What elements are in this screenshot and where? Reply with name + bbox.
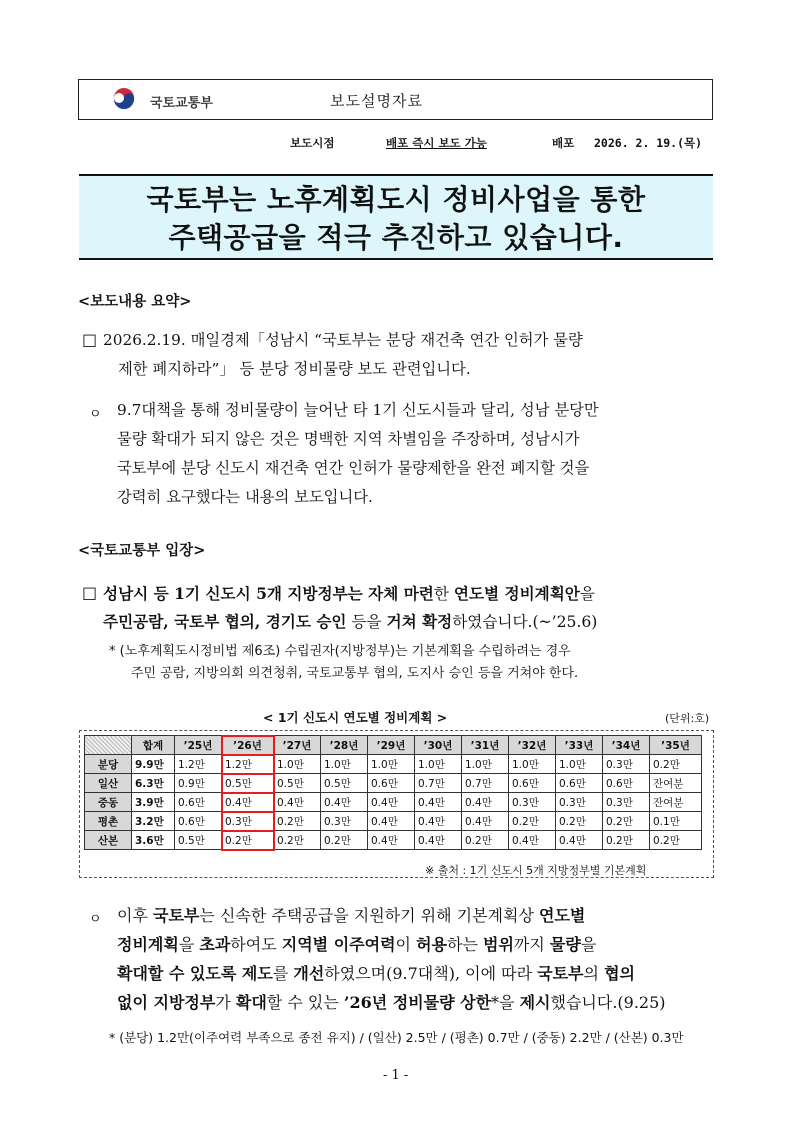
value-cell: 0.4만 bbox=[368, 812, 415, 831]
followup-segment: 를 bbox=[272, 964, 294, 983]
followup-segment: 허용 bbox=[416, 935, 447, 954]
value-cell: 0.5만 bbox=[321, 774, 368, 793]
summary-sub-line-3: 국토부에 분당 신도시 재건축 연간 인허가 물량제한을 완전 폐지할 것을 bbox=[117, 459, 590, 477]
header-cell: 합계 bbox=[132, 736, 175, 755]
total-cell: 3.6만 bbox=[132, 831, 175, 850]
distribution-date: 2026. 2. 19.(목) bbox=[594, 136, 703, 150]
value-cell: 0.4만 bbox=[368, 793, 415, 812]
position-bullet-line-1: 성남시 등 1기 신도시 5개 지방정부는 자체 마련한 연도별 정비계획안을 bbox=[103, 584, 595, 603]
value-cell: 1.2만 bbox=[175, 755, 222, 774]
header-cell: ’35년 bbox=[650, 736, 702, 755]
followup-segment: *을 bbox=[491, 993, 520, 1012]
title-box bbox=[79, 174, 713, 260]
value-cell: 0.3만 bbox=[603, 755, 650, 774]
value-cell: 0.2만 bbox=[603, 831, 650, 850]
header-cell: ’25년 bbox=[175, 736, 222, 755]
header-cell: ’27년 bbox=[274, 736, 321, 755]
value-cell: 0.2만 bbox=[462, 831, 509, 850]
title-line-1: 국토부는 노후계획도시 정비사업을 통한 bbox=[146, 183, 646, 216]
value-cell: 0.7만 bbox=[462, 774, 509, 793]
value-cell: 1.2만 bbox=[222, 755, 274, 774]
square-bullet-icon: □ bbox=[82, 330, 98, 349]
value-cell: 0.2만 bbox=[650, 831, 702, 850]
value-cell: 0.6만 bbox=[368, 774, 415, 793]
followup-segment: 을 bbox=[178, 935, 200, 954]
followup-segment: 는 신속한 주택공급을 지원하기 위해 기본계획상 bbox=[199, 906, 540, 925]
value-cell: 0.2만 bbox=[321, 831, 368, 850]
value-cell: 1.0만 bbox=[462, 755, 509, 774]
circle-bullet-icon: ㅇ bbox=[89, 407, 102, 422]
square-bullet-icon: □ bbox=[82, 583, 98, 602]
value-cell: 0.2만 bbox=[274, 812, 321, 831]
footnote-line-2: 주민 공람, 지방의회 의견청취, 국토교통부 협의, 도지사 승인 등을 거쳐야 한다. bbox=[131, 666, 579, 681]
table-row bbox=[85, 755, 702, 774]
value-cell: 0.9만 bbox=[175, 774, 222, 793]
government-logo-icon bbox=[112, 87, 136, 111]
followup-segment: 하는 bbox=[447, 935, 483, 954]
row-header-cell: 산본 bbox=[85, 831, 132, 850]
value-cell: 0.2만 bbox=[274, 831, 321, 850]
summary-heading: <보도내용 요약> bbox=[78, 293, 192, 310]
followup-line-3 bbox=[117, 959, 635, 988]
followup-segment: 확대할 수 있도록 제도 bbox=[117, 964, 273, 983]
value-cell: 1.0만 bbox=[274, 755, 321, 774]
followup-segment: 할 수 있는 bbox=[266, 993, 344, 1012]
header-cell: ’28년 bbox=[321, 736, 368, 755]
followup-segment: 가 bbox=[215, 993, 236, 1012]
value-cell: 0.6만 bbox=[509, 774, 556, 793]
header-cell-highlighted: ’26년 bbox=[222, 736, 274, 755]
value-cell: 1.0만 bbox=[415, 755, 462, 774]
followup-segment: 국토부 bbox=[153, 906, 200, 925]
summary-bullet-line-1: 2026.2.19. 매일경제「성남시 “국토부는 분당 재건축 연간 인허가 물량 bbox=[103, 331, 583, 349]
followup-segment: 까지 bbox=[513, 935, 550, 954]
followup-segment: 연도별 bbox=[539, 906, 586, 925]
distribution-label: 배포 bbox=[552, 136, 575, 150]
value-cell: 1.0만 bbox=[509, 755, 556, 774]
footnote-line-1: * (노후계획도시정비법 제6조) 수립권자(지방정부)는 기본계획을 수립하려는 경우 bbox=[109, 644, 571, 659]
value-cell: 0.4만 bbox=[556, 831, 603, 850]
release-label: 보도시점 bbox=[290, 136, 335, 150]
value-cell: 0.6만 bbox=[175, 793, 222, 812]
table-row bbox=[85, 793, 702, 812]
value-cell: 잔여분 bbox=[650, 793, 702, 812]
summary-sub-line-1: 9.7대책을 통해 정비물량이 늘어난 타 1기 신도시들과 달리, 성남 분당만 bbox=[117, 401, 599, 419]
value-cell: 0.2만 bbox=[222, 831, 274, 850]
value-cell: 0.3만 bbox=[603, 793, 650, 812]
plan-table bbox=[84, 735, 702, 850]
page-number: - 1 - bbox=[383, 1068, 409, 1083]
table-row bbox=[85, 774, 702, 793]
header-cell: ’31년 bbox=[462, 736, 509, 755]
value-cell: 0.4만 bbox=[462, 812, 509, 831]
value-cell: 0.4만 bbox=[321, 793, 368, 812]
value-cell: 0.5만 bbox=[222, 774, 274, 793]
header-cell: ’29년 bbox=[368, 736, 415, 755]
value-cell: 1.0만 bbox=[321, 755, 368, 774]
summary-sub-line-4: 강력히 요구했다는 내용의 보도입니다. bbox=[117, 488, 373, 506]
followup-segment: 초과 bbox=[199, 935, 231, 954]
followup-segment: 제시 bbox=[519, 993, 551, 1012]
value-cell: 0.1만 bbox=[650, 812, 702, 831]
followup-segment: 이후 bbox=[117, 906, 153, 925]
table-source: ※ 출처 : 1기 신도시 5개 지방정부별 기본계획 bbox=[425, 864, 647, 877]
value-cell: 0.4만 bbox=[222, 793, 274, 812]
followup-line-4 bbox=[117, 988, 666, 1017]
header-cell: ’32년 bbox=[509, 736, 556, 755]
followup-line-1 bbox=[117, 901, 585, 930]
table-unit: (단위:호) bbox=[665, 712, 710, 725]
header-cell: ’30년 bbox=[415, 736, 462, 755]
followup-segment: 국토부 bbox=[537, 964, 584, 983]
followup-segment: 물량 bbox=[549, 935, 581, 954]
row-header-cell: 중동 bbox=[85, 793, 132, 812]
followup-segment: 정비계획 bbox=[117, 935, 179, 954]
value-cell: 0.4만 bbox=[462, 793, 509, 812]
position-bullet-line-2: 주민공람, 국토부 협의, 경기도 승인 등을 거쳐 확정하였습니다.(~’25.6) bbox=[103, 612, 598, 631]
document-type: 보도설명자료 bbox=[330, 92, 423, 110]
followup-segment: 개선 bbox=[293, 964, 325, 983]
title-line-2: 주택공급을 적극 추진하고 있습니다. bbox=[168, 221, 624, 254]
value-cell: 0.6만 bbox=[603, 774, 650, 793]
value-cell: 0.2만 bbox=[556, 812, 603, 831]
value-cell: 잔여분 bbox=[650, 774, 702, 793]
value-cell: 0.3만 bbox=[222, 812, 274, 831]
followup-segment: 하여도 bbox=[230, 935, 282, 954]
followup-segment: 범위 bbox=[483, 935, 514, 954]
row-header-cell: 평촌 bbox=[85, 812, 132, 831]
table-header-row bbox=[85, 736, 702, 755]
table-row bbox=[85, 812, 702, 831]
value-cell: 0.3만 bbox=[509, 793, 556, 812]
ministry-name: 국토교통부 bbox=[150, 96, 213, 111]
row-header-cell: 일산 bbox=[85, 774, 132, 793]
summary-bullet-line-2: 제한 폐지하라”」 등 분당 정비물량 보도 관련입니다. bbox=[118, 360, 471, 378]
value-cell: 0.3만 bbox=[321, 812, 368, 831]
followup-segment: 없이 지방정부 bbox=[117, 993, 216, 1012]
value-cell: 0.2만 bbox=[603, 812, 650, 831]
value-cell: 0.4만 bbox=[415, 831, 462, 850]
total-cell: 6.3만 bbox=[132, 774, 175, 793]
followup-segment: 확대 bbox=[235, 993, 267, 1012]
header-cell: ’34년 bbox=[603, 736, 650, 755]
total-cell: 9.9만 bbox=[132, 755, 175, 774]
value-cell: 0.6만 bbox=[556, 774, 603, 793]
summary-sub-line-2: 물량 확대가 되지 않은 것은 명백한 지역 차별임을 주장하며, 성남시가 bbox=[117, 430, 580, 448]
circle-bullet-icon: ㅇ bbox=[89, 912, 102, 927]
row-header-cell: 분당 bbox=[85, 755, 132, 774]
header-cell: ’33년 bbox=[556, 736, 603, 755]
followup-segment: 지역별 이주여력 bbox=[281, 935, 396, 954]
followup-footnote: * (분당) 1.2만(이주여력 부족으로 종전 유지) / (일산) 2.5만 / (평촌) 0.7만 / (중동) 2.2만 / (산본) 0.3만 bbox=[109, 1030, 684, 1045]
followup-segment: 하였으며(9.7대책), 이에 따라 bbox=[324, 964, 538, 983]
value-cell: 0.4만 bbox=[509, 831, 556, 850]
followup-segment: 이 bbox=[395, 935, 417, 954]
value-cell: 0.4만 bbox=[368, 831, 415, 850]
total-cell: 3.2만 bbox=[132, 812, 175, 831]
value-cell: 0.4만 bbox=[274, 793, 321, 812]
value-cell: 0.5만 bbox=[175, 831, 222, 850]
value-cell: 1.0만 bbox=[368, 755, 415, 774]
value-cell: 0.2만 bbox=[509, 812, 556, 831]
position-heading: <국토교통부 입장> bbox=[78, 542, 206, 559]
value-cell: 0.7만 bbox=[415, 774, 462, 793]
followup-segment: 을 bbox=[580, 935, 597, 954]
table-title: < 1기 신도시 연도별 정비계획 > bbox=[263, 710, 448, 725]
followup-segment: 협의 bbox=[604, 964, 635, 983]
value-cell: 0.5만 bbox=[274, 774, 321, 793]
value-cell: 0.4만 bbox=[415, 812, 462, 831]
followup-line-2 bbox=[117, 930, 596, 959]
total-cell: 3.9만 bbox=[132, 793, 175, 812]
followup-segment: 했습니다.(9.25) bbox=[550, 993, 666, 1012]
table-corner-cell bbox=[85, 736, 132, 755]
value-cell: 0.6만 bbox=[175, 812, 222, 831]
release-value: 배포 즉시 보도 가능 bbox=[386, 136, 487, 150]
value-cell: 0.4만 bbox=[415, 793, 462, 812]
value-cell: 1.0만 bbox=[556, 755, 603, 774]
table-row bbox=[85, 831, 702, 850]
value-cell: 0.3만 bbox=[556, 793, 603, 812]
followup-segment: 의 bbox=[583, 964, 605, 983]
followup-segment: ’26년 정비물량 상한 bbox=[343, 993, 492, 1012]
value-cell: 0.2만 bbox=[650, 755, 702, 774]
